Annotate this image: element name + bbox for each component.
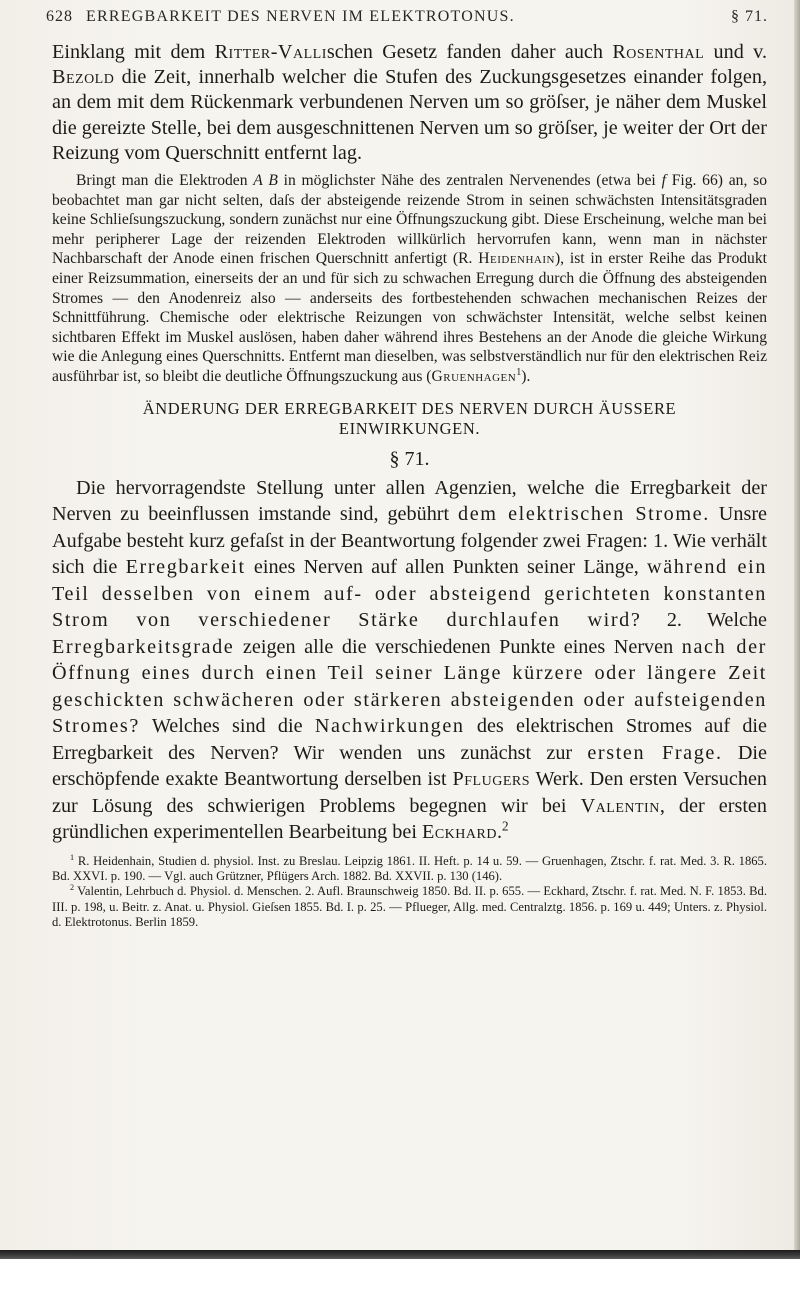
author-name: Eckhard xyxy=(421,821,497,844)
text-run: Die hervorragendste Stellung unter allen Agenzien, welche die Erregbarkeit der Nerven zu beeinflussen imstande sind, gebührt xyxy=(52,476,767,526)
spaced-emphasis: Erregbarkeit xyxy=(125,556,246,579)
section-heading xyxy=(52,399,767,439)
running-title: ERREGBARKEIT DES NERVEN IM ELEKTROTONUS. xyxy=(86,8,515,25)
spaced-emphasis: dem elektrischen Strome. xyxy=(458,503,710,526)
footnote-marker: 2 xyxy=(501,818,509,834)
footnotes xyxy=(52,854,767,931)
footnote-text: Valentin, Lehrbuch d. Physiol. d. Menschen. 2. Aufl. Braunschweig 1850. Bd. II. p. 655. — Eckhard, Ztschr. f. rat. Med. N. F. 1853. Bd. III. p. 198, u. Beitr. z. Anat. u. Physiol. Gieſsen 1855. Bd. I. p. 25. — Pflueger, Allg. med. Centralztg. 1856. p. 169 u. 449; Unters. z. Physiol. d. Elektrotonus. Berlin 1859. xyxy=(52,884,767,930)
text-run: . xyxy=(496,821,502,844)
author-name: Ritter-Valli xyxy=(214,41,327,63)
text-run: des elektrischen Stromes auf die Erregbarkeit des Nerven? Wir wenden uns zunächst zur xyxy=(52,715,767,764)
spaced-emphasis: Nachwirkungen xyxy=(314,715,465,738)
text-run: die Zeit, innerhalb welcher die Stufen des Zuckungsgesetzes einander folgen, an dem mit dem Rückenmark verbundenen Nerven um so gröſser, je näher dem Muskel die gereizte Stelle, bei dem ausgeschnittenen Nerven um so gröſser, je weiter der Ort der Reizung vom Querschnitt entfernt lag. xyxy=(52,66,767,164)
text-run: Einklang mit dem xyxy=(52,41,215,63)
spaced-emphasis: nach der Öffnung eines durch einen Teil seiner Länge kürzere oder längere Zeit geschickten schwächeren oder stärkeren absteigenden oder aufsteigenden Stromes? xyxy=(52,635,767,738)
footnote-text: R. Heidenhain, Studien d. physiol. Inst. zu Breslau. Leipzig 1861. II. Heft. p. 14 u. 59. — Gruenhagen, Ztschr. f. rat. Med. 3. R. 1865. Bd. XXVI. p. 190. — Vgl. auch Grützner, Pflügers Arch. 1882. Bd. XXVII. p. 130 (146). xyxy=(52,853,767,883)
page-number: 628 xyxy=(46,8,73,25)
author-name: Pflugers xyxy=(452,768,530,791)
footnote xyxy=(52,884,767,930)
text-run: schen Gesetz fanden daher auch xyxy=(326,41,613,63)
text-run: 2. Welche xyxy=(641,609,767,632)
scan-edge-bar xyxy=(0,1250,800,1259)
author-name: Gruenhagen xyxy=(431,367,517,385)
author-name: Bezold xyxy=(52,66,115,89)
footnote-number: 2 xyxy=(70,883,75,893)
main-paragraph xyxy=(52,475,767,846)
text-run: ), ist in erster Reihe das Produkt einer Reizsummation, einerseits der an und für sich zu schwachen Erregung durch die Öffnung des absteigenden Stromes — den Anodenreiz also — anderseits des fortbestehenden schwachen mechanischen Reizes der Schnittführung. Chemische oder elektrische Reizungen von schwächster Intensität, welche selbst keinen sichtbaren Effekt im Muskel auslösen, haben daher während ihres Bestehens an der Anode die gleiche Wirkung wie die Anlegung eines Querschnitts. Entfernt man dieselben, was selbstverständlich nur für den elektrischen Reiz ausführbar ist, so bleibt die deutliche Öffnungszuckung aus ( xyxy=(52,250,767,385)
small-print-paragraph xyxy=(52,171,767,387)
electrode-label: A B xyxy=(253,172,278,190)
text-run: Fig. 66) an, so beobachtet man gar nicht selten, daſs der absteigende reizende Strom in seinen schwächsten Intensitätsgraden keine Schlieſsungszuckung, sondern zunächst nur eine Öffnungszuckung gibt. Diese Erscheinung, welche man bei mehr peripherer Lage der reizenden Elektroden willkürlich hervorrufen kann, wenn man in nächster Nachbarschaft der Anode einen frischen Querschnitt anfertigt (R. xyxy=(52,172,768,268)
text-run: Welches sind die xyxy=(139,715,315,738)
section-heading-line: EINWIRKUNGEN. xyxy=(338,418,481,438)
text-run: zeigen alle die verschiedenen Punkte eines Nerven xyxy=(234,635,682,658)
running-header xyxy=(46,8,768,32)
text-run: Bringt man die Elektroden xyxy=(76,172,254,190)
page-edge-shadow xyxy=(794,0,800,1298)
text-run: Die erschöpfende exakte Beantwortung derselben ist xyxy=(52,741,767,791)
section-heading-line: ÄNDERUNG DER ERREGBARKEIT DES NERVEN DURCH ÄUSSERE xyxy=(142,398,677,418)
spaced-emphasis: ersten Frage. xyxy=(587,741,723,764)
spaced-emphasis: Erregbarkeitsgrade xyxy=(52,635,235,658)
author-name: Valentin xyxy=(580,794,660,817)
text-run: ). xyxy=(521,367,531,385)
figure-point-label: f xyxy=(661,172,666,190)
text-run: Unsre Aufgabe besteht kurz gefaſst in der Beantwortung folgender zwei Fragen: 1. Wie verhält sich die xyxy=(52,503,768,579)
header-section-number: § 71. xyxy=(731,8,768,25)
lead-paragraph xyxy=(52,40,767,166)
text-run: , der ersten gründlichen experimentellen Bearbeitung bei xyxy=(52,794,767,844)
scan-bottom-margin xyxy=(0,1250,800,1298)
author-name: Heidenhain xyxy=(478,250,555,268)
footnote-marker: 1 xyxy=(516,366,522,378)
spaced-emphasis: während ein Teil desselben von einem auf- oder absteigend gerichteten konstanten Strom von verschiedener Stärke durchlaufen wird? xyxy=(52,556,768,632)
text-run: eines Nerven auf allen Punkten seiner Länge, xyxy=(245,556,648,579)
page-body xyxy=(52,40,767,931)
author-name: Rosenthal xyxy=(612,41,705,63)
section-number: § 71. xyxy=(389,447,430,470)
text-run: Werk. Den ersten Versuchen zur Lösung des schwierigen Problems begegnen wir bei xyxy=(52,768,767,817)
text-run: und v. xyxy=(704,41,767,63)
footnote xyxy=(52,854,767,885)
text-run: in möglichster Nähe des zentralen Nervenendes (etwa bei xyxy=(277,172,662,190)
footnote-number: 1 xyxy=(70,852,75,862)
